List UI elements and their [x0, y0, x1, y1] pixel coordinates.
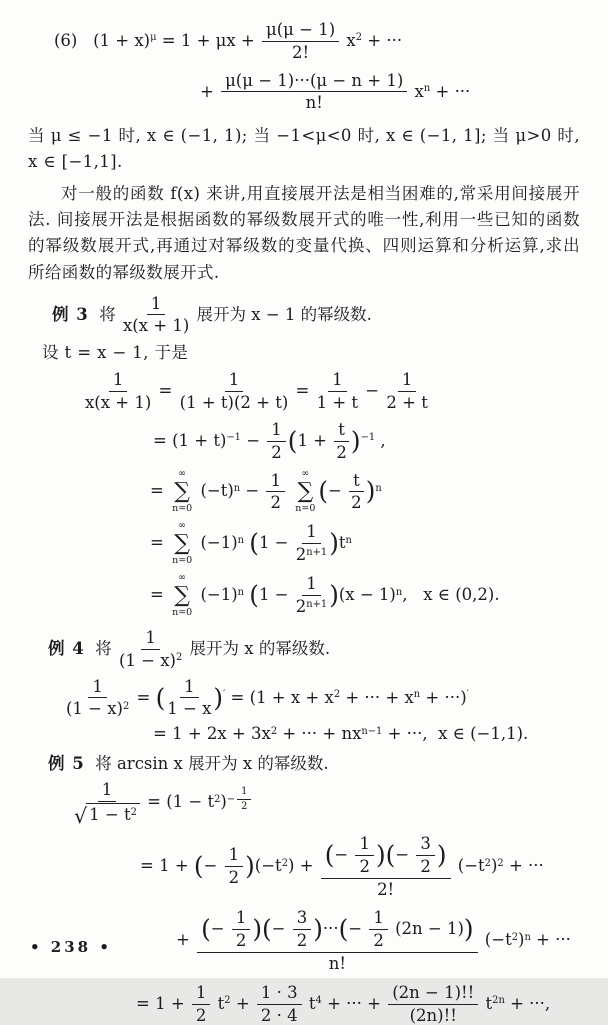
numerator: μ(μ − 1) [262, 20, 339, 42]
denominator: x(x + 1) [85, 393, 152, 413]
sup: 2 [224, 995, 231, 1007]
numerator: 1 [266, 471, 285, 493]
numerator: 1 [88, 677, 107, 699]
sup: 2 [511, 932, 518, 944]
numerator: 1 [141, 628, 160, 650]
numerator: 1 [237, 786, 251, 800]
example-5-step-2: = 1 + (− $\frac{1}{2}$ )(−t2) + (− $\frac{1}{2}$ )(− $\frac{3}{2}$ ) 2! (−t2)2 + ··· [140, 834, 544, 899]
sup: 2 [270, 725, 278, 737]
numerator: (− $\frac{1}{2}$ )(− $\frac{3}{2}$ ) [321, 834, 451, 879]
frac [232, 908, 251, 951]
big-paren: ) [213, 682, 224, 712]
denominator: (1 − x)2 [66, 699, 130, 719]
numerator: 1 [398, 370, 417, 392]
denominator: 2 [228, 868, 240, 888]
frac [66, 677, 129, 720]
numerator: 1 [369, 908, 388, 930]
sup: n+1 [306, 546, 328, 558]
frac [388, 983, 478, 1025]
big-paren: ( [338, 914, 349, 944]
denominator: 2! [292, 42, 310, 62]
numerator: 1 [232, 908, 251, 930]
frac [334, 420, 349, 463]
denominator: (1 − x)2 [118, 650, 183, 670]
frac [369, 908, 388, 951]
numerator: 1 [302, 522, 321, 544]
frac [192, 983, 211, 1025]
page-number: • 238 • [30, 938, 112, 956]
numerator: 1 [225, 845, 244, 867]
denominator: 2 [235, 931, 247, 951]
sup: 2n [492, 995, 505, 1007]
frac [416, 834, 435, 877]
denominator: 1 + t [316, 393, 359, 413]
frac [386, 370, 427, 413]
denominator: x(x + 1) [122, 316, 190, 336]
numerator: 1 [147, 294, 166, 316]
frac [167, 677, 211, 720]
example-3-step-4: = ∞ ∑ n=0 (−1)n (1 − $\frac{1}{2n+1}$ )tn [150, 520, 352, 566]
frac [221, 71, 407, 114]
denominator: 2 · 4 [260, 1005, 298, 1025]
numerator: 1 [328, 370, 347, 392]
denominator: (2n)!! [409, 1005, 457, 1025]
sum-upper-limit: ∞ [178, 520, 187, 532]
example-3-step-1: $\frac{1}{x(x + 1)}$ = $\frac{1}{(1 + t)(2 + t)}$ = $\frac{1}{1 + t}$ − $\frac{1}{2 + t}$ [85, 370, 428, 413]
numerator: 1 [180, 677, 199, 699]
denominator: 2 [195, 1005, 207, 1025]
numerator: 1 [98, 780, 117, 802]
big-paren: ( [318, 476, 329, 506]
frac [119, 628, 182, 671]
frac [355, 834, 374, 877]
sum-lower-limit: n=0 [295, 502, 316, 514]
denominator: 2! [377, 879, 395, 899]
numerator: 1 [355, 834, 374, 856]
frac [237, 786, 251, 813]
example-4-step-1: $\frac{1}{(1 - x)2}$ = ( $\frac{1}{1 - x}$ )′ = (1 + x + x2 + ··· + xn + ···)′ [66, 676, 469, 719]
example-5-step-4: = 1 + $\frac{1}{2}$ t2 + $\frac{1 \cdot 3}{2 \cdot 4}$ t4 + ··· + $\frac{(2n - 1)!!}{(2n)!!}$ t2n + ···, [136, 982, 551, 1025]
sup: 2 [123, 700, 130, 712]
frac [74, 780, 140, 828]
example-5-step-3: + (− $\frac{1}{2}$ )(− $\frac{3}{2}$ )···(− $\frac{1}{2}$ (2n − 1)) n! (−t2)n + ··· [176, 908, 571, 974]
big-paren: ( [287, 426, 298, 456]
frac [257, 983, 302, 1025]
frac [266, 471, 285, 514]
sup: 2 [214, 793, 221, 805]
denominator: 2 + t [386, 393, 428, 413]
big-paren: ( [324, 840, 335, 870]
sum-upper-limit: ∞ [301, 468, 310, 480]
sup: μ [150, 32, 157, 44]
frac [180, 370, 289, 413]
b: 例 3 [52, 304, 89, 324]
sup: n−1 [361, 725, 383, 737]
sup: n [345, 534, 352, 546]
sigma-symbol: ∑ [174, 478, 190, 504]
numerator: 1 [302, 574, 321, 596]
sup: 2 [175, 652, 183, 664]
denominator: 2n+1 [295, 597, 328, 617]
denominator: 2 [296, 931, 308, 951]
formula-6-line-2: + $\frac{\mu(\mu - 1)\cdot\cdot\cdot(\mu - n + 1)}{n!}$ xn + ··· [200, 70, 471, 113]
numerator: 1 [109, 370, 128, 392]
example-3-heading: 例 3 将 $\frac{1}{x(x + 1)}$ 展开为 x − 1 的幂级数. [52, 293, 372, 336]
numerator: t [334, 420, 349, 442]
numerator: t [349, 471, 364, 493]
formula-6-line-1: (6) (1 + x)μ = 1 + μx + $\frac{\mu(\mu - 1)}{2!}$ x2 + ··· [54, 20, 403, 62]
b: 例 4 [48, 638, 85, 658]
big-paren: ) [252, 914, 262, 944]
example-3-step-2: = (1 + t)−1 − $\frac{1}{2}$ (1 + $\frac{t}{2}$ )−1 , [153, 419, 386, 462]
denominator: 2 [336, 442, 347, 462]
sup: 2 [355, 32, 363, 44]
sup: −1 [360, 432, 376, 444]
sum [172, 469, 192, 514]
sup: n [237, 586, 245, 598]
numerator: 1 [267, 420, 286, 442]
frac [85, 370, 151, 413]
radical-sign: √ [74, 803, 88, 828]
frac [293, 908, 312, 951]
frac [296, 522, 327, 565]
big-paren: ) [436, 840, 447, 870]
sup: 2 [281, 857, 288, 869]
big-paren: ) [245, 851, 255, 881]
sum-upper-limit: ∞ [178, 572, 187, 584]
denominator: 2 [373, 931, 384, 951]
sup: 2 [484, 857, 491, 869]
denominator: (1 + t)(2 + t) [179, 393, 289, 413]
sup: n [395, 586, 403, 598]
denominator: 2n+1 [295, 545, 328, 565]
big-paren: ( [385, 840, 396, 870]
denominator [74, 802, 140, 828]
b: 例 5 [48, 753, 85, 773]
denominator: 2 [351, 493, 362, 513]
example-4-heading: 例 4 将 $\frac{1}{(1 - x)2}$ 展开为 x 的幂级数. [48, 628, 331, 670]
frac [317, 370, 358, 413]
sum [172, 521, 192, 566]
sup: n [423, 82, 431, 94]
radicand: 1 − t2 [86, 803, 140, 825]
denominator: 2 [271, 442, 282, 462]
example-3-setup: 设 t = x − 1, 于是 [42, 343, 189, 363]
sup: ′ [466, 688, 469, 700]
denominator: 2 [241, 800, 248, 812]
sup: n [237, 534, 245, 546]
numerator: 3 [293, 908, 312, 930]
big-paren: ( [193, 851, 204, 881]
numerator: μ(μ − 1)···(μ − n + 1) [221, 71, 407, 93]
sup: n [524, 932, 531, 944]
denominator: 1 − x [167, 699, 212, 719]
big-paren: ( [261, 914, 272, 944]
numerator: 1 [192, 983, 211, 1005]
big-paren: ) [365, 476, 376, 506]
sum [172, 573, 192, 618]
sup: n+1 [306, 598, 328, 610]
sup: −1 [226, 432, 241, 444]
numerator: (2n − 1)!! [388, 983, 478, 1005]
example-3-step-3: = ∞ ∑ n=0 (−t)n − $\frac{1}{2}$ ∞ ∑ n=0 (− $\frac{t}{2}$ )n [150, 468, 382, 514]
frac [349, 471, 364, 514]
denominator: 2 [420, 856, 431, 876]
numerator: 3 [416, 834, 435, 856]
denominator: n! [328, 954, 346, 974]
big-paren: ) [329, 528, 339, 558]
big-paren: ) [463, 914, 474, 944]
frac [262, 20, 339, 63]
denominator: 2 [359, 856, 370, 876]
big-paren: ( [155, 682, 166, 712]
numerator: (− $\frac{1}{2}$ )(− $\frac{3}{2}$ )···(− $\frac{1}{2}$ (2n − 1)) [197, 908, 477, 953]
sigma-symbol: ∑ [297, 478, 314, 504]
sum-lower-limit: n=0 [172, 502, 193, 514]
sup: n [413, 688, 421, 700]
sup: 4 [315, 995, 322, 1007]
example-5-heading: 例 5 将 arcsin x 展开为 x 的幂级数. [48, 753, 329, 773]
sup: 2 [130, 806, 137, 818]
big-paren: ( [249, 528, 259, 558]
sigma-symbol: ∑ [174, 530, 190, 556]
method-paragraph: 对一般的函数 f(x) 来讲,用直接展开法是相当困难的,常采用间接展开法. 间接展开法是根据函数的幂级数展开式的唯一性,利用一些已知的函数的幂级数展开式,再通过对幂级数的变量代换、四则运算和分析运算,求出所给函数的幂级数展开式. [28, 184, 580, 282]
numerator: 1 [225, 370, 244, 392]
sum-lower-limit: n=0 [172, 606, 193, 618]
sum [295, 469, 315, 514]
example-3-step-5: = ∞ ∑ n=0 (−1)n (1 − $\frac{1}{2n+1}$ )(x − 1)n, x ∈ (0,2). [150, 572, 500, 618]
big-paren: ) [375, 840, 386, 870]
sup: ′ [223, 688, 226, 700]
sup: 2 [333, 688, 341, 700]
sum-upper-limit: ∞ [178, 468, 187, 480]
sup: n [375, 482, 382, 494]
sup: − $\frac{1}{2}$ [227, 786, 254, 813]
big-paren: ) [313, 914, 323, 944]
sum-lower-limit: n=0 [172, 554, 193, 566]
example-4-step-2: = 1 + 2x + 3x2 + ··· + nxn−1 + ···, x ∈ (−1,1). [153, 724, 529, 744]
denominator: 2 [270, 493, 281, 513]
sqrt [74, 803, 140, 828]
sup: 2 [497, 857, 504, 869]
sigma-symbol: ∑ [174, 582, 190, 608]
example-5-step-1: 1 √ 1 − t2 = (1 − t2)− $\frac{1}{2}$ [72, 780, 580, 825]
convergence-conditions-text: 当 μ ≤ −1 时, x ∈ (−1, 1); 当 −1<μ<0 时, x ∈ (−1, 1]; 当 μ>0 时, x ∈ [−1,1]. [28, 126, 580, 172]
big-paren: ( [249, 580, 259, 610]
frac [296, 574, 327, 617]
frac [225, 845, 244, 888]
frac [197, 908, 477, 973]
denominator: n! [305, 93, 323, 113]
big-paren: ) [350, 426, 361, 456]
big-paren: ( [201, 914, 211, 944]
numerator: 1 · 3 [257, 983, 302, 1005]
frac [321, 834, 451, 899]
frac [267, 420, 286, 463]
sup: n [233, 482, 241, 494]
frac [123, 294, 189, 337]
big-paren: ) [329, 580, 339, 610]
